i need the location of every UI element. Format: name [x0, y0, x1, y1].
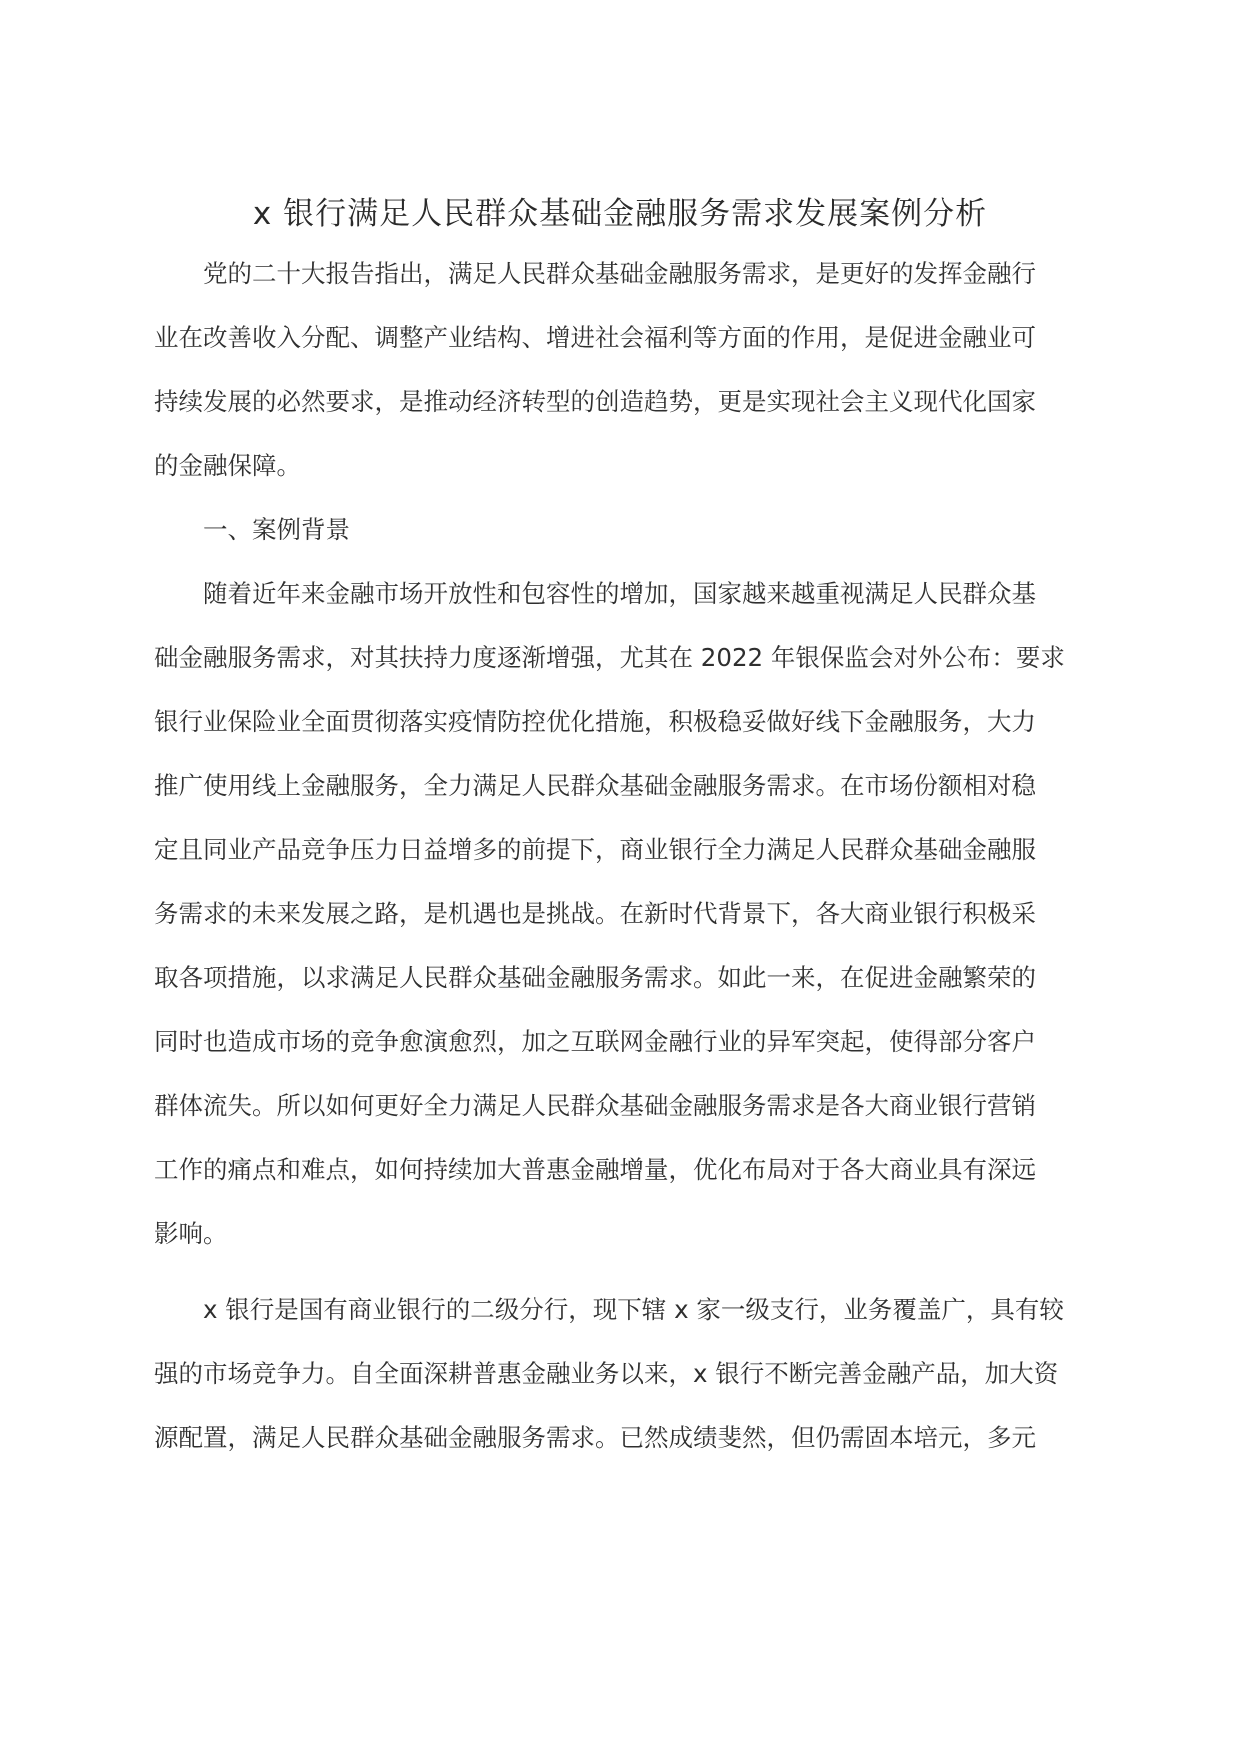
document-title: x 银行满足人民群众基础金融服务需求发展案例分析	[252, 196, 988, 232]
section-heading: 一、案例背景	[203, 515, 350, 544]
paragraph-line: 推广使用线上金融服务，全力满足人民群众基础金融服务需求。在市场份额相对稳	[154, 771, 1036, 800]
paragraph-line: 强的市场竞争力。自全面深耕普惠金融业务以来，x 银行不断完善金融产品，加大资	[154, 1359, 1059, 1388]
paragraph-line: 随着近年来金融市场开放性和包容性的增加，国家越来越重视满足人民群众基	[203, 579, 1036, 608]
paragraph-line: x 银行是国有商业银行的二级分行，现下辖 x 家一级支行，业务覆盖广，具有较	[203, 1295, 1064, 1324]
paragraph-line: 取各项措施，以求满足人民群众基础金融服务需求。如此一来，在促进金融繁荣的	[154, 963, 1036, 992]
paragraph-line: 银行业保险业全面贯彻落实疫情防控优化措施，积极稳妥做好线下金融服务，大力	[154, 707, 1036, 736]
paragraph-line: 础金融服务需求，对其扶持力度逐渐增强，尤其在 2022 年银保监会对外公布：要求	[154, 643, 1065, 672]
paragraph-line: 源配置，满足人民群众基础金融服务需求。已然成绩斐然，但仍需固本培元，多元	[154, 1423, 1036, 1452]
paragraph-line: 党的二十大报告指出，满足人民群众基础金融服务需求，是更好的发挥金融行	[203, 259, 1036, 288]
paragraph-line: 业在改善收入分配、调整产业结构、增进社会福利等方面的作用，是促进金融业可	[154, 323, 1036, 352]
paragraph-line: 务需求的未来发展之路，是机遇也是挑战。在新时代背景下，各大商业银行积极采	[154, 899, 1036, 928]
paragraph-line: 持续发展的必然要求，是推动经济转型的创造趋势，更是实现社会主义现代化国家	[154, 387, 1036, 416]
paragraph-line: 群体流失。所以如何更好全力满足人民群众基础金融服务需求是各大商业银行营销	[154, 1091, 1036, 1120]
paragraph-line: 影响。	[154, 1219, 228, 1248]
paragraph-line: 工作的痛点和难点，如何持续加大普惠金融增量，优化布局对于各大商业具有深远	[154, 1155, 1036, 1184]
paragraph-line: 定且同业产品竞争压力日益增多的前提下，商业银行全力满足人民群众基础金融服	[154, 835, 1036, 864]
paragraph-line: 同时也造成市场的竞争愈演愈烈，加之互联网金融行业的异军突起，使得部分客户	[154, 1027, 1036, 1056]
paragraph-line: 的金融保障。	[154, 451, 301, 480]
